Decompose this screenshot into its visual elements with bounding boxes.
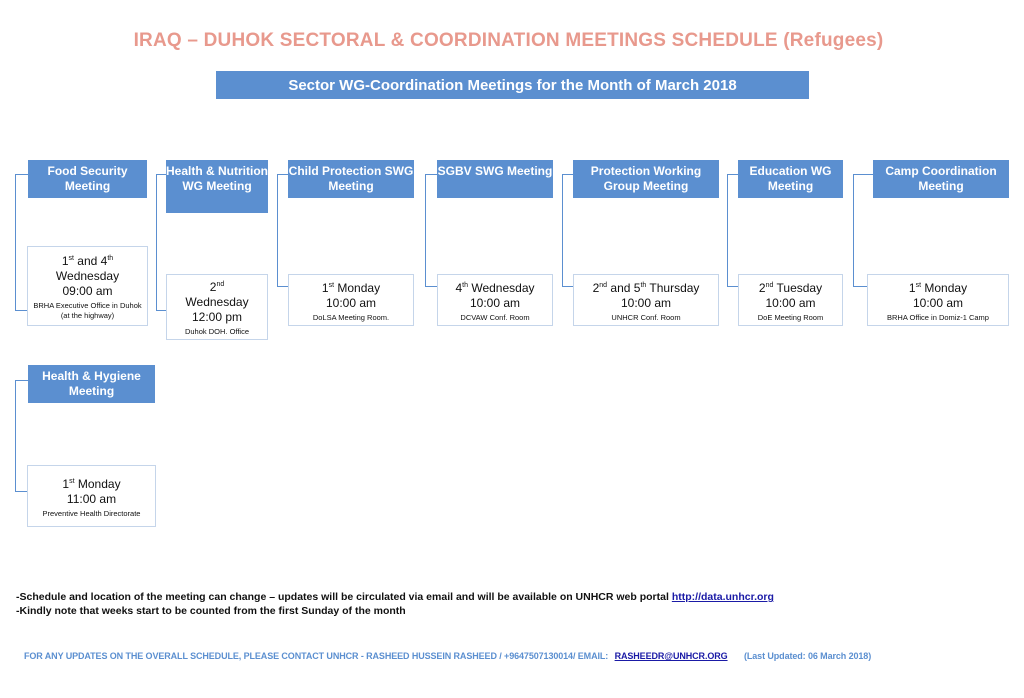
footer-contact xyxy=(24,651,871,661)
meeting-header-protection-wg: Protection Working Group Meeting xyxy=(573,160,719,198)
meeting-details-child-protection xyxy=(288,274,414,326)
contact-email-link[interactable]: RASHEEDR@UNHCR.ORG xyxy=(614,651,728,661)
page-title: IRAQ – DUHOK SECTORAL & COORDINATION MEETINGS SCHEDULE (Refugees) xyxy=(133,30,884,51)
meeting-header-health-hygiene: Health & Hygiene Meeting xyxy=(28,365,155,403)
meeting-location: DCVAW Conf. Room xyxy=(460,312,530,322)
footer-text: FOR ANY UPDATES ON THE OVERALL SCHEDULE, PLEASE CONTACT UNHCR - RASHEED HUSSEIN RASHEED / +9647507130014/ EMAIL: xyxy=(24,651,609,661)
note-week-counting: -Kindly note that weeks start to be counted from the first Sunday of the month xyxy=(16,605,406,617)
meeting-time: 10:00 am xyxy=(325,295,377,310)
meeting-day: 2nd Tuesday xyxy=(758,280,823,295)
meeting-time: 10:00 am xyxy=(765,295,816,310)
meeting-time: 10:00 am xyxy=(620,295,672,310)
meeting-weekday: Wednesday xyxy=(55,269,120,283)
notes xyxy=(16,590,774,618)
meeting-location: Duhok DOH. Office xyxy=(184,327,250,336)
meeting-time: 10:00 am xyxy=(469,295,521,310)
meeting-details-camp-coordination xyxy=(867,274,1009,326)
meeting-time: 11:00 am xyxy=(66,491,117,506)
meeting-header-camp-coordination: Camp Coordination Meeting xyxy=(873,160,1009,198)
meeting-day: 1st Monday xyxy=(908,280,968,295)
meeting-time: 12:00 pm xyxy=(191,310,243,324)
meeting-day: 1st and 4th xyxy=(61,254,114,268)
meeting-location: DoLSA Meeting Room. xyxy=(312,312,390,322)
meeting-details-health-hygiene xyxy=(27,465,156,527)
meeting-location: BRHA Office in Domiz-1 Camp xyxy=(887,312,989,322)
meeting-details-food-security xyxy=(27,246,148,326)
meeting-header-food-security: Food Security Meeting xyxy=(28,160,147,198)
meeting-time: 10:00 am xyxy=(912,295,964,310)
meeting-location: Preventive Health Directorate xyxy=(42,508,141,518)
month-banner-text: Sector WG-Coordination Meetings for the Month of March 2018 xyxy=(288,76,737,94)
meeting-header-sgbv: SGBV SWG Meeting xyxy=(437,160,553,198)
meeting-day: 2nd xyxy=(209,280,225,294)
data-portal-link[interactable]: http://data.unhcr.org xyxy=(671,591,774,603)
meeting-details-health-nutrition xyxy=(166,274,268,340)
meeting-header-child-protection: Child Protection SWG Meeting xyxy=(288,160,414,198)
meeting-weekday: Wednesday xyxy=(185,295,249,309)
meeting-header-education: Education WG Meeting xyxy=(738,160,843,198)
meeting-time: 09:00 am xyxy=(62,284,113,298)
last-updated: (Last Updated: 06 March 2018) xyxy=(743,651,872,661)
meeting-header-health-nutrition: Health & Nutrition WG Meeting xyxy=(166,160,268,213)
meeting-location: UNHCR Conf. Room xyxy=(611,312,681,322)
meeting-day: 4th Wednesday xyxy=(455,280,535,295)
meeting-details-education xyxy=(738,274,843,326)
meeting-day: 2nd and 5th Thursday xyxy=(592,280,700,295)
month-banner xyxy=(216,71,809,99)
meeting-location: DoE Meeting Room xyxy=(757,312,824,322)
meeting-day: 1st Monday xyxy=(321,280,381,295)
meeting-details-protection-wg xyxy=(573,274,719,326)
note-schedule-change: -Schedule and location of the meeting can change – updates will be circulated via email and will be available on UNHCR web portal http://data.unhcr.org xyxy=(16,591,774,603)
meeting-location: BRHA Executive Office in Duhok (at the highway) xyxy=(33,301,142,320)
meeting-day: 1st Monday xyxy=(62,476,121,491)
connector-camp-coordination xyxy=(853,174,874,287)
meeting-details-sgbv xyxy=(437,274,553,326)
